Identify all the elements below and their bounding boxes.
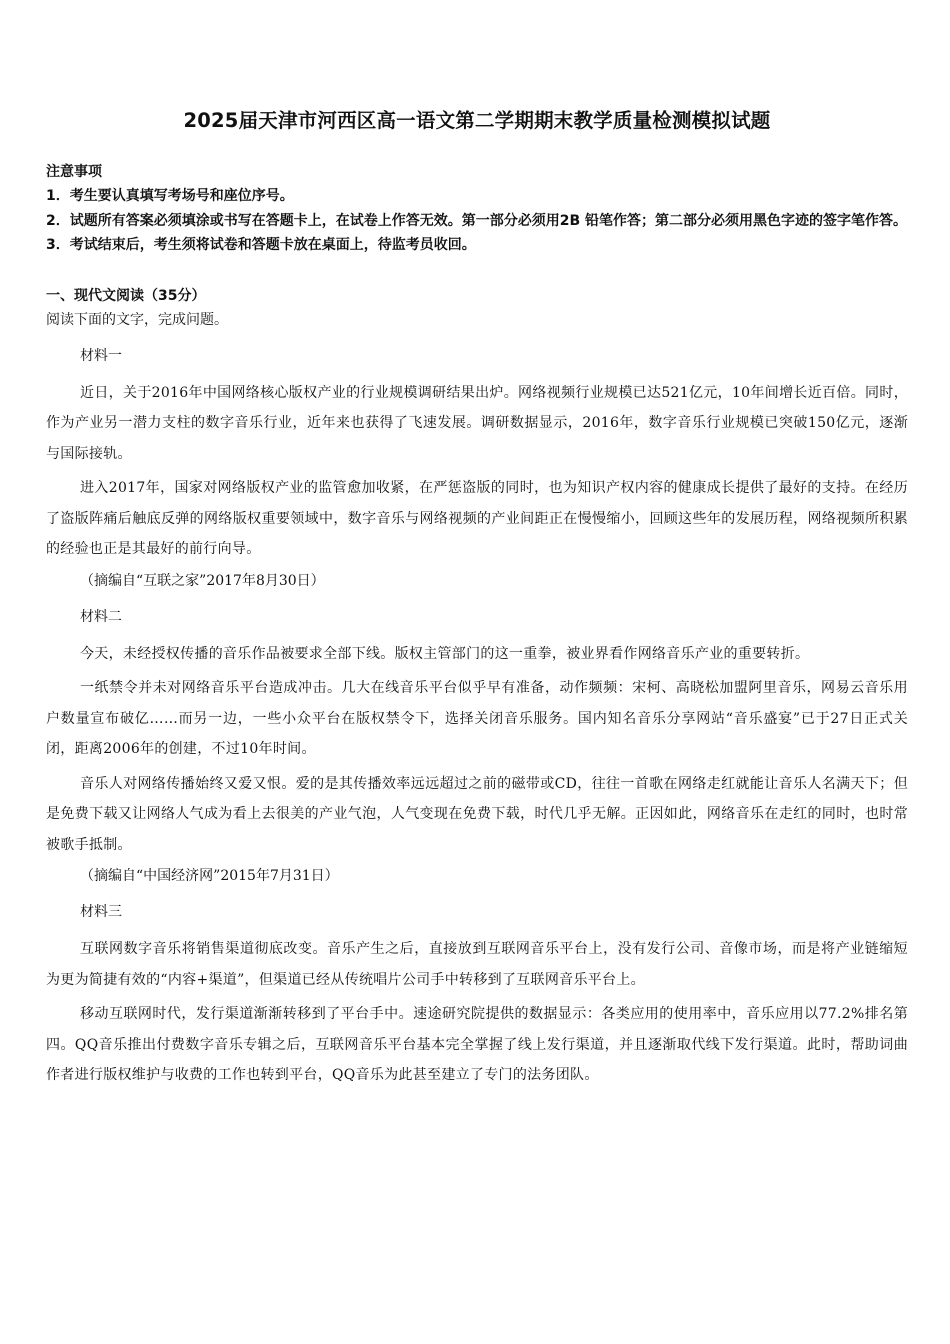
exam-page <box>46 108 908 1095</box>
material-label: 材料二 <box>80 608 122 625</box>
notice-heading: 注意事项 <box>46 164 102 180</box>
material-source: （摘编自“互联之家”2017年8月30日） <box>80 572 325 589</box>
exam-title: 2025届天津市河西区高一语文第二学期期末教学质量检测模拟试题 <box>183 109 771 132</box>
notice-item: 2．试题所有答案必须填涂或书写在答题卡上，在试卷上作答无效。第一部分必须用2B 铅笔作答；第二部分必须用黑色字迹的签字笔作答。 <box>46 212 908 229</box>
material-paragraph: 近日，关于2016年中国网络核心版权产业的行业规模调研结果出炉。网络视频行业规模已达521亿元，10年间增长近百倍。同时，作为产业另一潜力支柱的数字音乐行业，近年来也获得了飞速发展。调研数据显示，2016年，数字音乐行业规模已突破150亿元，逐渐与国际接轨。 <box>46 384 908 462</box>
material-source: （摘编自“中国经济网”2015年7月31日） <box>80 868 339 884</box>
material-paragraph: 音乐人对网络传播始终又爱又恨。爱的是其传播效率远远超过之前的磁带或CD，往往一首歌在网络走红就能让音乐人名满天下；但是免费下载又让网络人气成为看上去很美的产业气泡，人气变现在免费下载，时代几乎无解。正因如此，网络音乐在走红的同时，也时常被歌手抵制。 <box>46 775 908 853</box>
material-two <box>46 605 908 889</box>
material-paragraph: 今天，未经授权传播的音乐作品被要求全部下线。版权主管部门的这一重拳，被业界看作网络音乐产业的重要转折。 <box>80 645 810 662</box>
material-paragraph: 互联网数字音乐将销售渠道彻底改变。音乐产生之后，直接放到互联网音乐平台上，没有发行公司、音像市场，而是将产业链缩短为更为简捷有效的“内容+渠道”，但渠道已经从传统唱片公司手中转移到了互联网音乐平台上。 <box>46 941 908 988</box>
material-label: 材料三 <box>80 904 122 920</box>
material-paragraph: 进入2017年，国家对网络版权产业的监管愈加收紧，在严惩盗版的同时，也为知识产权内容的健康成长提供了最好的支持。在经历了盗版阵痛后触底反弹的网络版权重要领域中，数字音乐与网络视频的产业间距正在慢慢缩小，回顾这些年的发展历程，网络视频所积累的经验也正是其最好的前行向导。 <box>46 480 908 557</box>
section-intro: 阅读下面的文字，完成问题。 <box>46 311 228 328</box>
notice-item: 3．考试结束后，考生须将试卷和答题卡放在桌面上，待监考员收回。 <box>46 237 476 253</box>
material-label: 材料一 <box>80 347 122 364</box>
notice-item: 1．考生要认真填写考场号和座位序号。 <box>46 188 294 204</box>
material-paragraph: 移动互联网时代，发行渠道渐渐转移到了平台手中。速途研究院提供的数据显示：各类应用的使用率中，音乐应用以77.2%排名第四。QQ音乐推出付费数字音乐专辑之后，互联网音乐平台基本完全掌握了线上发行渠道，并且逐渐取代线下发行渠道。此时，帮助词曲作者进行版权维护与收费的工作也转到平台，QQ音乐为此甚至建立了专门的法务团队。 <box>46 1006 908 1083</box>
material-three <box>46 900 908 1091</box>
section-heading: 一、现代文阅读（35分） <box>46 287 206 304</box>
notice-block <box>46 160 908 258</box>
material-paragraph: 一纸禁令并未对网络音乐平台造成冲击。几大在线音乐平台似乎早有准备，动作频频：宋柯、高晓松加盟阿里音乐，网易云音乐用户数量宣布破亿……而另一边，一些小众平台在版权禁令下，选择关闭音乐服务。国内知名音乐分享网站“音乐盛宴”已于27日正式关闭，距离2006年的创建，不过10年时间。 <box>46 680 908 757</box>
material-one <box>46 344 908 593</box>
